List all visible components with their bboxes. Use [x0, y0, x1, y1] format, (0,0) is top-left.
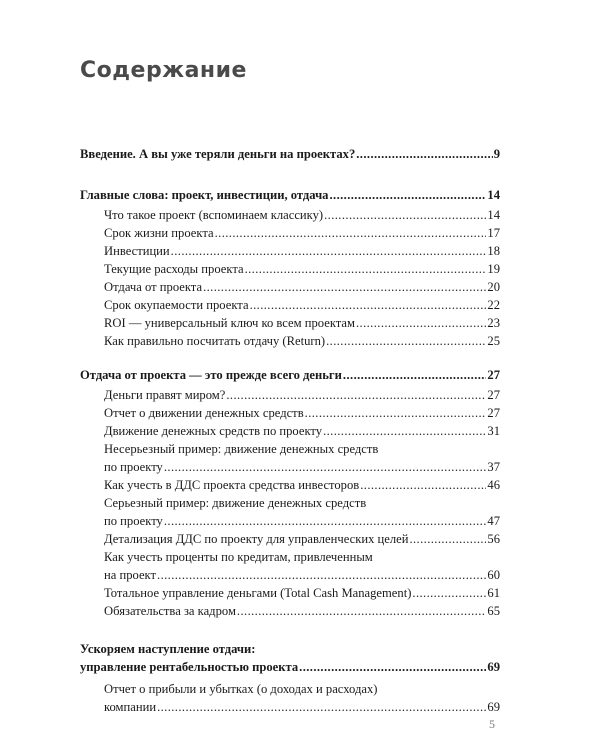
toc-entry-page: 65	[487, 604, 500, 618]
dot-leader	[329, 186, 486, 204]
toc-entry[interactable]	[104, 512, 500, 530]
dot-leader	[356, 145, 492, 163]
toc-entry-text: Отдача от проекта — это прежде всего деньги	[80, 368, 342, 382]
toc-entry[interactable]	[104, 476, 500, 494]
dot-leader	[203, 278, 486, 296]
toc-entry-text: Введение. А вы уже теряли деньги на проектах?	[80, 147, 356, 161]
toc-entry-page: 27	[487, 406, 500, 420]
toc-entry-text: Деньги правят миром?	[104, 388, 226, 402]
toc-entry[interactable]	[104, 530, 500, 548]
toc-entry[interactable]	[104, 224, 500, 242]
toc-entry-text: Главные слова: проект, инвестиции, отдача	[80, 188, 329, 202]
toc-entry-page: 37	[487, 460, 500, 474]
dot-leader	[164, 512, 487, 530]
toc-entry[interactable]	[104, 260, 500, 278]
toc-entry-text: Отдача от проекта	[104, 280, 203, 294]
toc-entry-page: 14	[487, 188, 500, 202]
dot-leader	[215, 224, 487, 242]
toc-entry[interactable]	[104, 602, 500, 620]
dot-leader	[323, 422, 486, 440]
toc-entry-page: 17	[487, 226, 500, 240]
toc-entry-text: компании	[104, 700, 157, 714]
page-number: 5	[489, 717, 495, 731]
dot-leader	[324, 206, 486, 224]
toc-entry-text: Обязательства за кадром	[104, 604, 236, 618]
toc-section-heading[interactable]	[80, 658, 500, 676]
toc-entry-page: 56	[487, 532, 500, 546]
toc-entry-page: 23	[487, 316, 500, 330]
dot-leader	[343, 366, 486, 384]
toc-entry-text: Движение денежных средств по проекту	[104, 424, 323, 438]
dot-leader	[157, 566, 486, 584]
toc-entry-page: 14	[487, 208, 500, 222]
toc-entry[interactable]	[104, 332, 500, 350]
toc-entry[interactable]	[104, 386, 500, 404]
dot-leader	[237, 602, 486, 620]
toc-entry-page: 9	[493, 147, 500, 161]
toc-entry-text: Срок жизни проекта	[104, 226, 214, 240]
toc-entry-page: 47	[487, 514, 500, 528]
dot-leader	[412, 584, 486, 602]
toc-entry-text: на проект	[104, 568, 157, 582]
toc-entry-first-line[interactable]: Как учесть проценты по кредитам, привлеченным	[104, 550, 373, 564]
toc-entry[interactable]	[104, 278, 500, 296]
toc-entry-text: Инвестиции	[104, 244, 170, 258]
dot-leader	[171, 242, 487, 260]
toc-entry-page: 69	[487, 660, 500, 674]
toc-entry-page: 60	[487, 568, 500, 582]
dot-leader	[360, 476, 486, 494]
toc-entry[interactable]	[104, 404, 500, 422]
toc-entry-text: по проекту	[104, 460, 163, 474]
dot-leader	[250, 296, 487, 314]
toc-entry[interactable]	[104, 206, 500, 224]
page-title: Содержание	[80, 58, 247, 83]
toc-entry[interactable]	[104, 314, 500, 332]
dot-leader	[409, 530, 486, 548]
toc-entry-first-line[interactable]: Несерьезный пример: движение денежных средств	[104, 442, 379, 456]
toc-entry-text: Тотальное управление деньгами (Total Cash Management)	[104, 586, 412, 600]
toc-entry-text: Как учесть в ДДС проекта средства инвесторов	[104, 478, 360, 492]
dot-leader	[226, 386, 486, 404]
toc-entry-page: 20	[487, 280, 500, 294]
toc-entry-page: 69	[487, 700, 500, 714]
toc-entry-first-line[interactable]: Серьезный пример: движение денежных средств	[104, 496, 367, 510]
dot-leader	[157, 698, 486, 716]
toc-entry-page: 46	[487, 478, 500, 492]
toc-entry-text: управление рентабельностью проекта	[80, 660, 299, 674]
dot-leader	[245, 260, 487, 278]
toc-entry-text: Срок окупаемости проекта	[104, 298, 249, 312]
toc-section-heading[interactable]	[80, 366, 500, 384]
toc-entry-text: Отчет о движении денежных средств	[104, 406, 304, 420]
toc-entry-page: 27	[487, 388, 500, 402]
toc-entry[interactable]	[104, 242, 500, 260]
toc-entry[interactable]	[104, 698, 500, 716]
toc-entry-page: 27	[487, 368, 500, 382]
toc-entry-text: Как правильно посчитать отдачу (Return)	[104, 334, 326, 348]
toc-entry[interactable]	[104, 584, 500, 602]
toc-section-heading[interactable]	[80, 186, 500, 204]
dot-leader	[164, 458, 487, 476]
toc-entry-first-line[interactable]: Отчет о прибыли и убытках (о доходах и расходах)	[104, 682, 378, 696]
dot-leader	[326, 332, 486, 350]
dot-leader	[299, 658, 486, 676]
toc-entry-page: 22	[487, 298, 500, 312]
toc-entry-intro[interactable]	[80, 145, 500, 163]
toc-entry[interactable]	[104, 422, 500, 440]
toc-section-heading-first-line[interactable]: Ускоряем наступление отдачи:	[80, 642, 256, 656]
dot-leader	[305, 404, 487, 422]
dot-leader	[356, 314, 486, 332]
toc-entry-page: 18	[487, 244, 500, 258]
toc-entry-page: 61	[487, 586, 500, 600]
toc-entry-text: Что такое проект (вспоминаем классику)	[104, 208, 324, 222]
toc-entry[interactable]	[104, 566, 500, 584]
toc-entry-text: по проекту	[104, 514, 163, 528]
toc-entry-page: 25	[487, 334, 500, 348]
toc-entry-text: Детализация ДДС по проекту для управленческих целей	[104, 532, 409, 546]
toc-entry-page: 31	[487, 424, 500, 438]
toc-entry[interactable]	[104, 458, 500, 476]
toc-entry-text: Текущие расходы проекта	[104, 262, 244, 276]
toc-entry-page: 19	[487, 262, 500, 276]
toc-entry-text: ROI — универсальный ключ ко всем проектам	[104, 316, 355, 330]
toc-entry[interactable]	[104, 296, 500, 314]
